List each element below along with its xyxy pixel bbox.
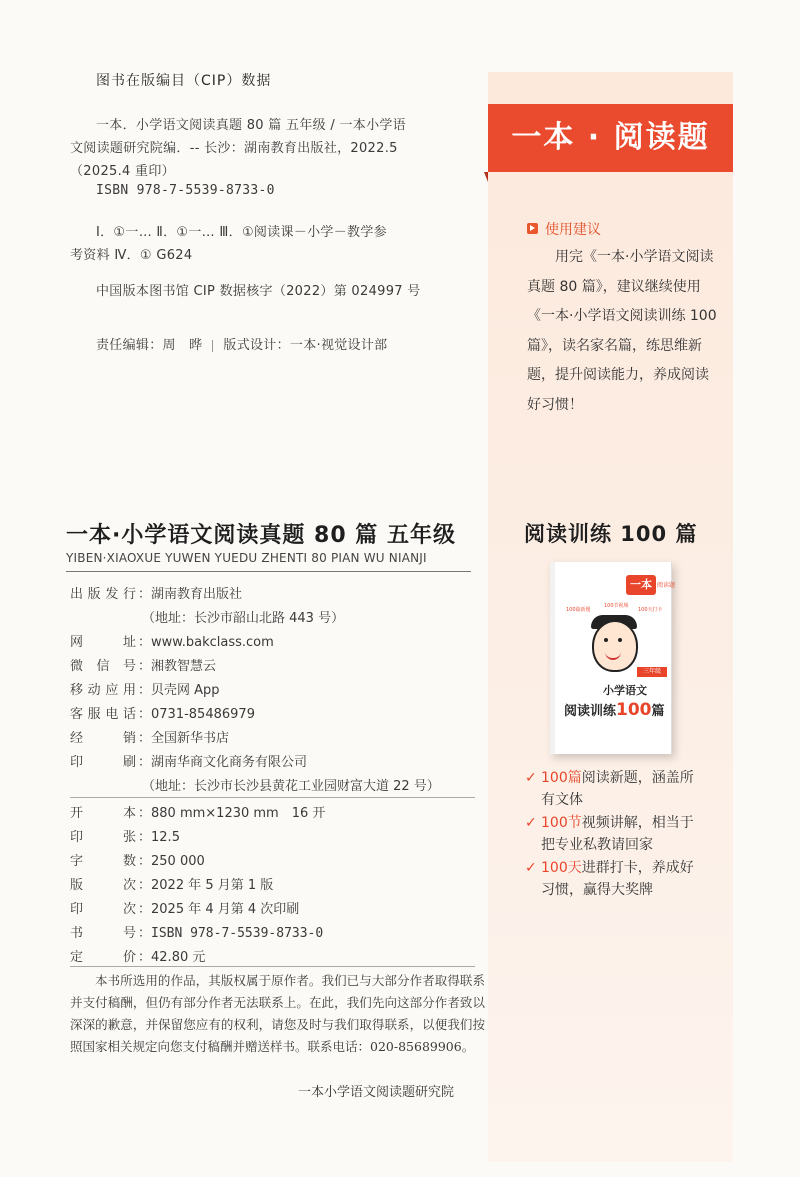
note-divider bbox=[70, 966, 475, 967]
info-divider bbox=[70, 797, 475, 798]
info-row-printing: 印 次 ：2025 年 4 月第 4 次印刷 bbox=[70, 902, 300, 917]
book-title: 一本·小学语文阅读真题 80 篇 五年级 bbox=[66, 523, 456, 548]
info-row-distributor: 经 销 ：全国新华书店 bbox=[70, 731, 230, 746]
book-pinyin: YIBEN·XIAOXUE YUWEN YUEDU ZHENTI 80 PIAN WU NIANJI bbox=[66, 551, 427, 565]
feature-item-2: ✓ 100节视频讲解，相当于 把专业私教请回家 bbox=[525, 812, 725, 856]
tip-body: 用完《一本·小学语文阅读真题 80 篇》，建议继续使用《一本·小学语文阅读训练 100 篇》，读名家名篇，练思维新题，提升阅读能力，养成阅读好习惯！ bbox=[527, 249, 717, 413]
promo-banner-text: 一本 · 阅读题 bbox=[511, 120, 710, 155]
feature-item-1: ✓ 100篇阅读新题，涵盖所 有文体 bbox=[525, 767, 725, 811]
info-row-wechat: 微 信 号 ：湘教智慧云 bbox=[70, 659, 217, 674]
cover-logo: 一本 bbox=[626, 575, 656, 595]
promo-subtitle: 阅读训练 100 篇 bbox=[524, 522, 698, 546]
info-row-app: 移动应用 ：贝壳网 App bbox=[70, 683, 220, 698]
cip-isbn: ISBN 978-7-5539-8733-0 bbox=[96, 183, 275, 198]
info-row-publisher: 出版发行 ：湖南教育出版社 bbox=[70, 587, 243, 602]
play-arrow-icon bbox=[527, 223, 538, 234]
feature-item-3: ✓ 100天进群打卡，养成好 习惯，赢得大奖牌 bbox=[525, 857, 725, 901]
info-row-printer-address: （地址：长沙市长沙县黄花工业园财富大道 22 号） bbox=[142, 779, 440, 794]
cip-credits bbox=[96, 334, 387, 353]
info-row-sheets: 印 张 ：12.5 bbox=[70, 830, 180, 845]
cover-title: 阅读训练100篇 bbox=[564, 700, 665, 720]
cover-grade-badge: 三年级 bbox=[637, 667, 667, 677]
cip-line-1: 一本．小学语文阅读真题 80 篇 五年级 / 一本小学语 bbox=[96, 118, 406, 133]
check-icon: ✓ bbox=[525, 815, 537, 831]
check-icon: ✓ bbox=[525, 770, 537, 786]
info-row-website: 网 址 ：www.bakclass.com bbox=[70, 635, 274, 650]
title-divider bbox=[66, 571, 471, 572]
info-row-publisher-address: （地址：长沙市韶山北路 443 号） bbox=[142, 611, 345, 626]
info-row-printer: 印 刷 ：湖南华商文化商务有限公司 bbox=[70, 755, 308, 770]
cip-title: 图书在版编目（CIP）数据 bbox=[96, 73, 272, 89]
cip-class-2: 考资料 Ⅳ．① G624 bbox=[70, 248, 193, 263]
info-row-phone: 客服电话 ：0731-85486979 bbox=[70, 707, 255, 722]
info-row-isbn: 书 号 ：ISBN 978-7-5539-8733-0 bbox=[70, 926, 324, 941]
cover-subject: 小学语文 bbox=[603, 684, 647, 697]
design-credit: 版式设计：一本·视觉设计部 bbox=[223, 338, 388, 353]
check-icon: ✓ bbox=[525, 860, 537, 876]
tip-title: 使用建议 bbox=[545, 222, 601, 238]
info-row-price: 定 价 ：42.80 元 bbox=[70, 950, 206, 965]
banner-fold bbox=[484, 172, 488, 182]
cover-bubble-2: 100节视频 bbox=[604, 603, 629, 609]
credit-divider bbox=[212, 340, 213, 352]
cip-class-1: Ⅰ．①一… Ⅱ．①一… Ⅲ．①阅读课－小学－教学参 bbox=[96, 225, 387, 240]
book-cover-spine bbox=[550, 562, 555, 754]
cip-number: 中国版本图书馆 CIP 数据核字（2022）第 024997 号 bbox=[96, 284, 421, 299]
cover-logo-sub: 阅读题 bbox=[657, 582, 676, 589]
info-row-words: 字 数 ：250 000 bbox=[70, 854, 205, 869]
cover-bubble-3: 100天打卡 bbox=[638, 607, 663, 613]
copyright-note: 本书所选用的作品，其版权属于原作者。我们已与大部分作者取得联系并支付稿酬，但仍有部分作者无法联系上。在此，我们先向这部分作者致以深深的歉意，并保留您应有的权利，请您及时与我们取得联系，以便我们按照国家相关规定向您支付稿酬并赠送样书。联系电话：020-85689906。 bbox=[70, 973, 485, 1054]
cover-boy-eye-right bbox=[618, 638, 622, 642]
cover-bubble-1: 100篇新题 bbox=[566, 607, 591, 613]
info-row-format: 开 本 ：880 mm×1230 mm 16 开 bbox=[70, 806, 326, 821]
info-row-edition: 版 次 ：2022 年 5 月第 1 版 bbox=[70, 878, 274, 893]
cip-line-3: （2025.4 重印） bbox=[70, 164, 175, 179]
cip-line-2: 文阅读题研究院编．-- 长沙：湖南教育出版社，2022.5 bbox=[70, 141, 398, 156]
note-signature: 一本小学语文阅读题研究院 bbox=[298, 1085, 455, 1100]
cover-boy-face bbox=[592, 620, 638, 672]
cover-boy-eye-left bbox=[604, 638, 608, 642]
editor-credit: 责任编辑：周 晔 bbox=[96, 338, 203, 353]
